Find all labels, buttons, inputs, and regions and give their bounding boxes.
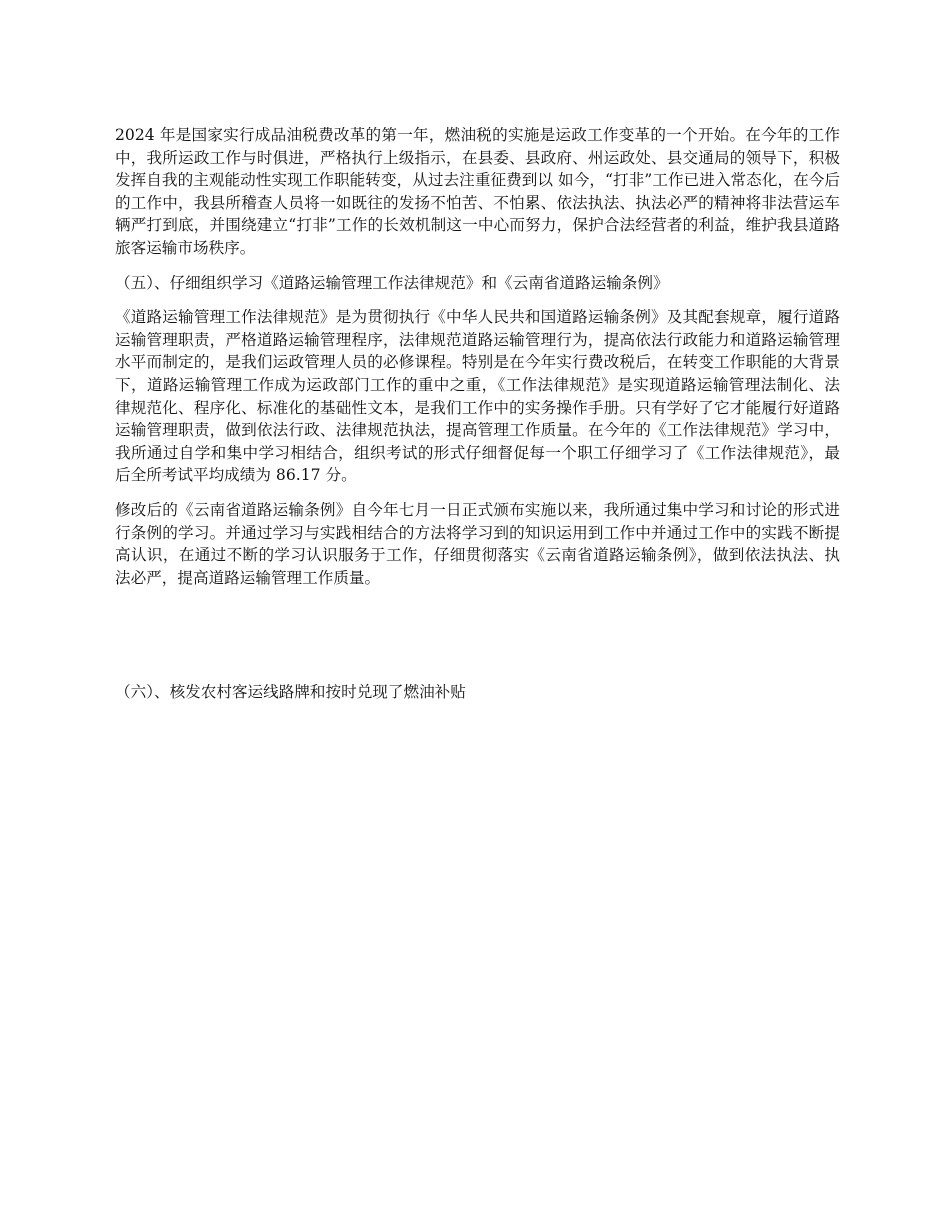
section-heading-5: （五）、仔细组织学习《道路运输管理工作法律规范》和《云南省道路运输条例》 xyxy=(115,273,669,292)
paragraph-fuel-tax-reform: 2024 年是国家实行成品油税费改革的第一年，燃油税的实施是运政工作变革的一个开始。在今年的工作中，我所运政工作与时俱进，严格执行上级指示，在县委、县政府、州运政处、县交通局的领导下，积极发挥自我的主观能动性实现工作职能转变，从过去注重征费到以 如今，“打非”工作已进入常态化，在今后的工作中，我县所稽查人员将一如既往的发扬不怕苦、不怕累、依法执法、执法必严的精神将非法营运车辆严打到底，并围绕建立“打非”工作的长效机制这一中心而努力，保护合法经营者的利益，维护我县道路旅客运输市场秩序。 xyxy=(115,126,840,257)
section-heading-6: （六）、核发农村客运线路牌和按时兑现了燃油补贴 xyxy=(115,683,466,701)
paragraph-legal-norms-study: 《道路运输管理工作法律规范》是为贯彻执行《中华人民共和国道路运输条例》及其配套规章，履行道路运输管理职责，严格道路运输管理程序，法律规范道路运输管理行为，提高依法行政能力和道路运输管理水平而制定的，是我们运政管理人员的必修课程。特别是在今年实行费改税后，在转变工作职能的大背景下，道路运输管理工作成为运政部门工作的重中之重，《工作法律规范》是实现道路运输管理法制化、法律规范化、程序化、标准化的基础性文本，是我们工作中的实务操作手册。只有学好了它才能履行好道路运输管理职责，做到依法行政、法律规范执法，提高管理工作质量。在今年的《工作法律规范》学习中，我所通过自学和集中学习相结合，组织考试的形式仔细督促每一个职工仔细学习了《工作法律规范》，最后全所考试平均成绩为 86.17 分。 xyxy=(115,308,840,485)
document-body xyxy=(115,124,840,589)
paragraph-yunnan-regulations-study: 修改后的《云南省道路运输条例》自今年七月一日正式颁布实施以来，我所通过集中学习和讨论的形式进行条例的学习。并通过学习与实践相结合的方法将学习到的知识运用到工作中并通过工作中的实践不断提高认识，在通过不断的学习认识服务于工作，仔细贯彻落实《云南省道路运输条例》，做到依法执法、执法必严，提高道路运输管理工作质量。 xyxy=(115,500,840,587)
